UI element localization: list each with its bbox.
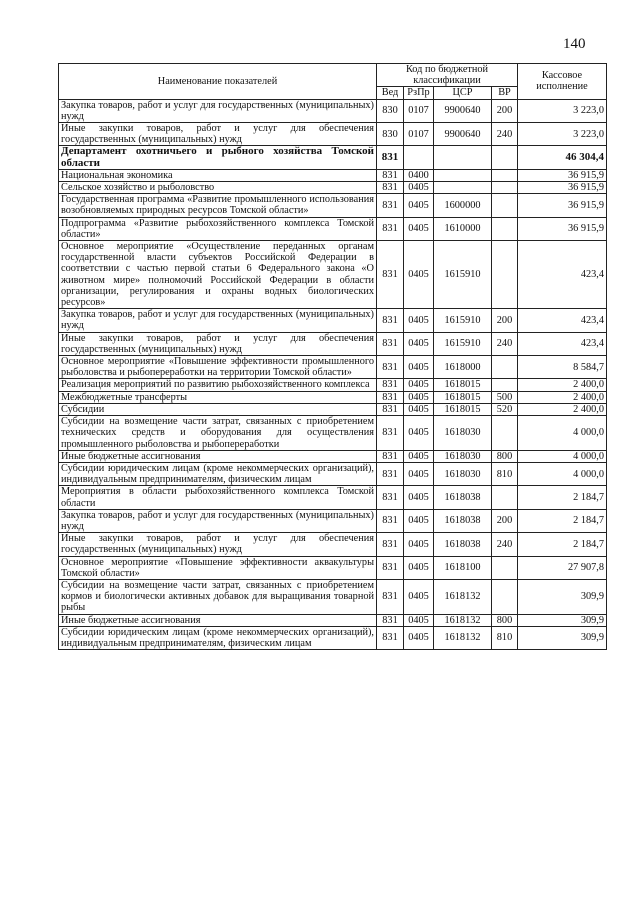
row-sum: 423,4 bbox=[518, 309, 607, 332]
table-row bbox=[59, 486, 607, 509]
row-vr: 810 bbox=[492, 462, 518, 485]
row-csr bbox=[434, 146, 492, 169]
row-ved: 831 bbox=[377, 416, 404, 451]
row-name: Реализация мероприятий по развитию рыбохозяйственного комплекса bbox=[59, 379, 377, 391]
row-sum: 46 304,4 bbox=[518, 146, 607, 169]
table-row bbox=[59, 450, 607, 462]
row-vr: 800 bbox=[492, 614, 518, 626]
row-vr bbox=[492, 416, 518, 451]
row-sum: 2 184,7 bbox=[518, 533, 607, 556]
row-name: Закупка товаров, работ и услуг для государственных (муниципальных) нужд bbox=[59, 509, 377, 532]
row-sum: 36 915,9 bbox=[518, 182, 607, 194]
row-ved: 831 bbox=[377, 241, 404, 309]
row-csr: 1615910 bbox=[434, 241, 492, 309]
row-sum: 2 184,7 bbox=[518, 509, 607, 532]
row-name: Иные закупки товаров, работ и услуг для обеспечения государственных (муниципальных) нужд bbox=[59, 533, 377, 556]
row-rzpr: 0405 bbox=[404, 403, 434, 415]
row-ved: 831 bbox=[377, 579, 404, 614]
row-sum: 36 915,9 bbox=[518, 217, 607, 240]
row-vr: 520 bbox=[492, 403, 518, 415]
row-vr: 200 bbox=[492, 309, 518, 332]
row-rzpr: 0405 bbox=[404, 241, 434, 309]
row-ved: 831 bbox=[377, 614, 404, 626]
table-row bbox=[59, 556, 607, 579]
row-vr: 810 bbox=[492, 626, 518, 649]
row-ved: 831 bbox=[377, 194, 404, 217]
row-vr: 200 bbox=[492, 509, 518, 532]
row-sum: 3 223,0 bbox=[518, 123, 607, 146]
row-csr: 1618030 bbox=[434, 416, 492, 451]
header-code-group: Код по бюджетной классификации bbox=[377, 64, 518, 87]
row-ved: 831 bbox=[377, 486, 404, 509]
row-sum: 309,9 bbox=[518, 614, 607, 626]
table-row bbox=[59, 379, 607, 391]
row-rzpr: 0405 bbox=[404, 486, 434, 509]
row-name: Основное мероприятие «Осуществление переданных органам государственной власти субъектов Российской Федерации в соответствии с частью первой статьи 6 Федерального закона «О животном мире» полномочий Российской Федерации в области организации, регулирования и охраны водных биологических ресурсов» bbox=[59, 241, 377, 309]
row-csr: 9900640 bbox=[434, 123, 492, 146]
table-row bbox=[59, 533, 607, 556]
row-rzpr: 0405 bbox=[404, 416, 434, 451]
row-ved: 831 bbox=[377, 146, 404, 169]
table-row bbox=[59, 123, 607, 146]
row-rzpr: 0405 bbox=[404, 533, 434, 556]
header-csr: ЦСР bbox=[434, 87, 492, 99]
row-sum: 27 907,8 bbox=[518, 556, 607, 579]
row-ved: 831 bbox=[377, 391, 404, 403]
page-number: 140 bbox=[563, 36, 586, 52]
budget-table bbox=[58, 63, 607, 650]
row-sum: 2 184,7 bbox=[518, 486, 607, 509]
row-ved: 831 bbox=[377, 462, 404, 485]
row-rzpr: 0405 bbox=[404, 450, 434, 462]
row-csr: 1618030 bbox=[434, 450, 492, 462]
row-csr: 1618038 bbox=[434, 533, 492, 556]
row-name: Закупка товаров, работ и услуг для государственных (муниципальных) нужд bbox=[59, 99, 377, 122]
row-ved: 831 bbox=[377, 332, 404, 355]
row-name: Основное мероприятие «Повышение эффективности аквакультуры Томской области» bbox=[59, 556, 377, 579]
table-body bbox=[59, 99, 607, 650]
table-row bbox=[59, 194, 607, 217]
row-name: Основное мероприятие «Повышение эффективности промышленного рыболовства и рыбопереработки на территории Томской области» bbox=[59, 356, 377, 379]
table-row bbox=[59, 416, 607, 451]
row-name: Подпрограмма «Развитие рыбохозяйственного комплекса Томской области» bbox=[59, 217, 377, 240]
row-rzpr: 0405 bbox=[404, 194, 434, 217]
row-vr: 240 bbox=[492, 123, 518, 146]
row-sum: 423,4 bbox=[518, 332, 607, 355]
row-csr: 1615910 bbox=[434, 309, 492, 332]
row-name: Мероприятия в области рыбохозяйственного комплекса Томской области bbox=[59, 486, 377, 509]
row-ved: 831 bbox=[377, 403, 404, 415]
row-ved: 831 bbox=[377, 379, 404, 391]
table-row bbox=[59, 579, 607, 614]
table-row bbox=[59, 626, 607, 649]
table-row bbox=[59, 146, 607, 169]
row-name: Межбюджетные трансферты bbox=[59, 391, 377, 403]
row-rzpr: 0400 bbox=[404, 169, 434, 181]
row-vr bbox=[492, 169, 518, 181]
table-row bbox=[59, 403, 607, 415]
table-row bbox=[59, 462, 607, 485]
row-sum: 309,9 bbox=[518, 579, 607, 614]
row-vr: 200 bbox=[492, 99, 518, 122]
row-csr: 1618100 bbox=[434, 556, 492, 579]
row-csr: 1600000 bbox=[434, 194, 492, 217]
row-name: Иные бюджетные ассигнования bbox=[59, 614, 377, 626]
row-rzpr: 0107 bbox=[404, 123, 434, 146]
row-name: Сельское хозяйство и рыболовство bbox=[59, 182, 377, 194]
row-rzpr bbox=[404, 146, 434, 169]
row-name: Иные закупки товаров, работ и услуг для обеспечения государственных (муниципальных) нужд bbox=[59, 123, 377, 146]
row-sum: 4 000,0 bbox=[518, 462, 607, 485]
table-row bbox=[59, 241, 607, 309]
header-vr: ВР bbox=[492, 87, 518, 99]
row-sum: 4 000,0 bbox=[518, 416, 607, 451]
row-rzpr: 0405 bbox=[404, 356, 434, 379]
row-vr bbox=[492, 579, 518, 614]
row-rzpr: 0405 bbox=[404, 579, 434, 614]
row-sum: 36 915,9 bbox=[518, 169, 607, 181]
row-csr: 1610000 bbox=[434, 217, 492, 240]
table-row bbox=[59, 356, 607, 379]
table-row bbox=[59, 217, 607, 240]
row-ved: 831 bbox=[377, 356, 404, 379]
header-sum: Кассовое исполнение bbox=[518, 64, 607, 100]
row-vr bbox=[492, 217, 518, 240]
row-ved: 830 bbox=[377, 123, 404, 146]
row-name: Закупка товаров, работ и услуг для государственных (муниципальных) нужд bbox=[59, 309, 377, 332]
row-ved: 830 bbox=[377, 99, 404, 122]
row-csr: 1618038 bbox=[434, 509, 492, 532]
row-name: Субсидии на возмещение части затрат, связанных с приобретением технических средств и оборудования для осуществления промышленного рыболовства и рыбопереработки bbox=[59, 416, 377, 451]
row-vr: 500 bbox=[492, 391, 518, 403]
row-vr bbox=[492, 556, 518, 579]
row-vr bbox=[492, 356, 518, 379]
table-row bbox=[59, 182, 607, 194]
row-sum: 2 400,0 bbox=[518, 379, 607, 391]
row-name: Иные закупки товаров, работ и услуг для обеспечения государственных (муниципальных) нужд bbox=[59, 332, 377, 355]
table-row bbox=[59, 391, 607, 403]
row-csr: 1618015 bbox=[434, 379, 492, 391]
row-vr bbox=[492, 182, 518, 194]
row-csr: 1618132 bbox=[434, 579, 492, 614]
row-rzpr: 0405 bbox=[404, 309, 434, 332]
row-rzpr: 0405 bbox=[404, 332, 434, 355]
row-vr bbox=[492, 194, 518, 217]
row-csr: 1618038 bbox=[434, 486, 492, 509]
row-ved: 831 bbox=[377, 217, 404, 240]
row-rzpr: 0405 bbox=[404, 379, 434, 391]
row-csr: 1618030 bbox=[434, 462, 492, 485]
table-header bbox=[59, 64, 607, 100]
row-name: Иные бюджетные ассигнования bbox=[59, 450, 377, 462]
row-ved: 831 bbox=[377, 556, 404, 579]
header-ved: Вед bbox=[377, 87, 404, 99]
row-rzpr: 0405 bbox=[404, 182, 434, 194]
row-sum: 2 400,0 bbox=[518, 403, 607, 415]
row-sum: 8 584,7 bbox=[518, 356, 607, 379]
row-name: Департамент охотничьего и рыбного хозяйства Томской области bbox=[59, 146, 377, 169]
row-vr bbox=[492, 241, 518, 309]
row-ved: 831 bbox=[377, 169, 404, 181]
row-csr: 1618132 bbox=[434, 614, 492, 626]
row-vr: 800 bbox=[492, 450, 518, 462]
row-csr: 9900640 bbox=[434, 99, 492, 122]
header-rzpr: РзПр bbox=[404, 87, 434, 99]
row-ved: 831 bbox=[377, 450, 404, 462]
table-row bbox=[59, 309, 607, 332]
row-sum: 36 915,9 bbox=[518, 194, 607, 217]
row-csr: 1618015 bbox=[434, 403, 492, 415]
row-rzpr: 0405 bbox=[404, 217, 434, 240]
row-vr: 240 bbox=[492, 533, 518, 556]
header-name: Наименование показателей bbox=[59, 64, 377, 100]
row-ved: 831 bbox=[377, 533, 404, 556]
row-ved: 831 bbox=[377, 309, 404, 332]
row-ved: 831 bbox=[377, 509, 404, 532]
row-rzpr: 0107 bbox=[404, 99, 434, 122]
row-rzpr: 0405 bbox=[404, 556, 434, 579]
row-name: Субсидии bbox=[59, 403, 377, 415]
row-vr bbox=[492, 379, 518, 391]
row-rzpr: 0405 bbox=[404, 614, 434, 626]
row-csr: 1615910 bbox=[434, 332, 492, 355]
row-vr: 240 bbox=[492, 332, 518, 355]
row-name: Государственная программа «Развитие промышленного использования возобновляемых природных ресурсов Томской области» bbox=[59, 194, 377, 217]
table-row bbox=[59, 99, 607, 122]
row-sum: 309,9 bbox=[518, 626, 607, 649]
table-row bbox=[59, 169, 607, 181]
table-row bbox=[59, 332, 607, 355]
row-rzpr: 0405 bbox=[404, 391, 434, 403]
row-rzpr: 0405 bbox=[404, 462, 434, 485]
row-sum: 3 223,0 bbox=[518, 99, 607, 122]
row-sum: 423,4 bbox=[518, 241, 607, 309]
row-ved: 831 bbox=[377, 182, 404, 194]
row-rzpr: 0405 bbox=[404, 509, 434, 532]
row-rzpr: 0405 bbox=[404, 626, 434, 649]
row-csr: 1618000 bbox=[434, 356, 492, 379]
table-row bbox=[59, 614, 607, 626]
row-vr bbox=[492, 146, 518, 169]
row-vr bbox=[492, 486, 518, 509]
row-name: Субсидии на возмещение части затрат, связанных с приобретением кормов и биологически активных добавок для выращивания товарной рыбы bbox=[59, 579, 377, 614]
row-csr: 1618015 bbox=[434, 391, 492, 403]
row-csr: 1618132 bbox=[434, 626, 492, 649]
row-ved: 831 bbox=[377, 626, 404, 649]
row-csr bbox=[434, 169, 492, 181]
row-name: Субсидии юридическим лицам (кроме некоммерческих организаций), индивидуальным предпринимателям, физическим лицам bbox=[59, 462, 377, 485]
row-csr bbox=[434, 182, 492, 194]
table-row bbox=[59, 509, 607, 532]
row-name: Национальная экономика bbox=[59, 169, 377, 181]
row-sum: 4 000,0 bbox=[518, 450, 607, 462]
row-name: Субсидии юридическим лицам (кроме некоммерческих организаций), индивидуальным предпринимателям, физическим лицам bbox=[59, 626, 377, 649]
row-sum: 2 400,0 bbox=[518, 391, 607, 403]
